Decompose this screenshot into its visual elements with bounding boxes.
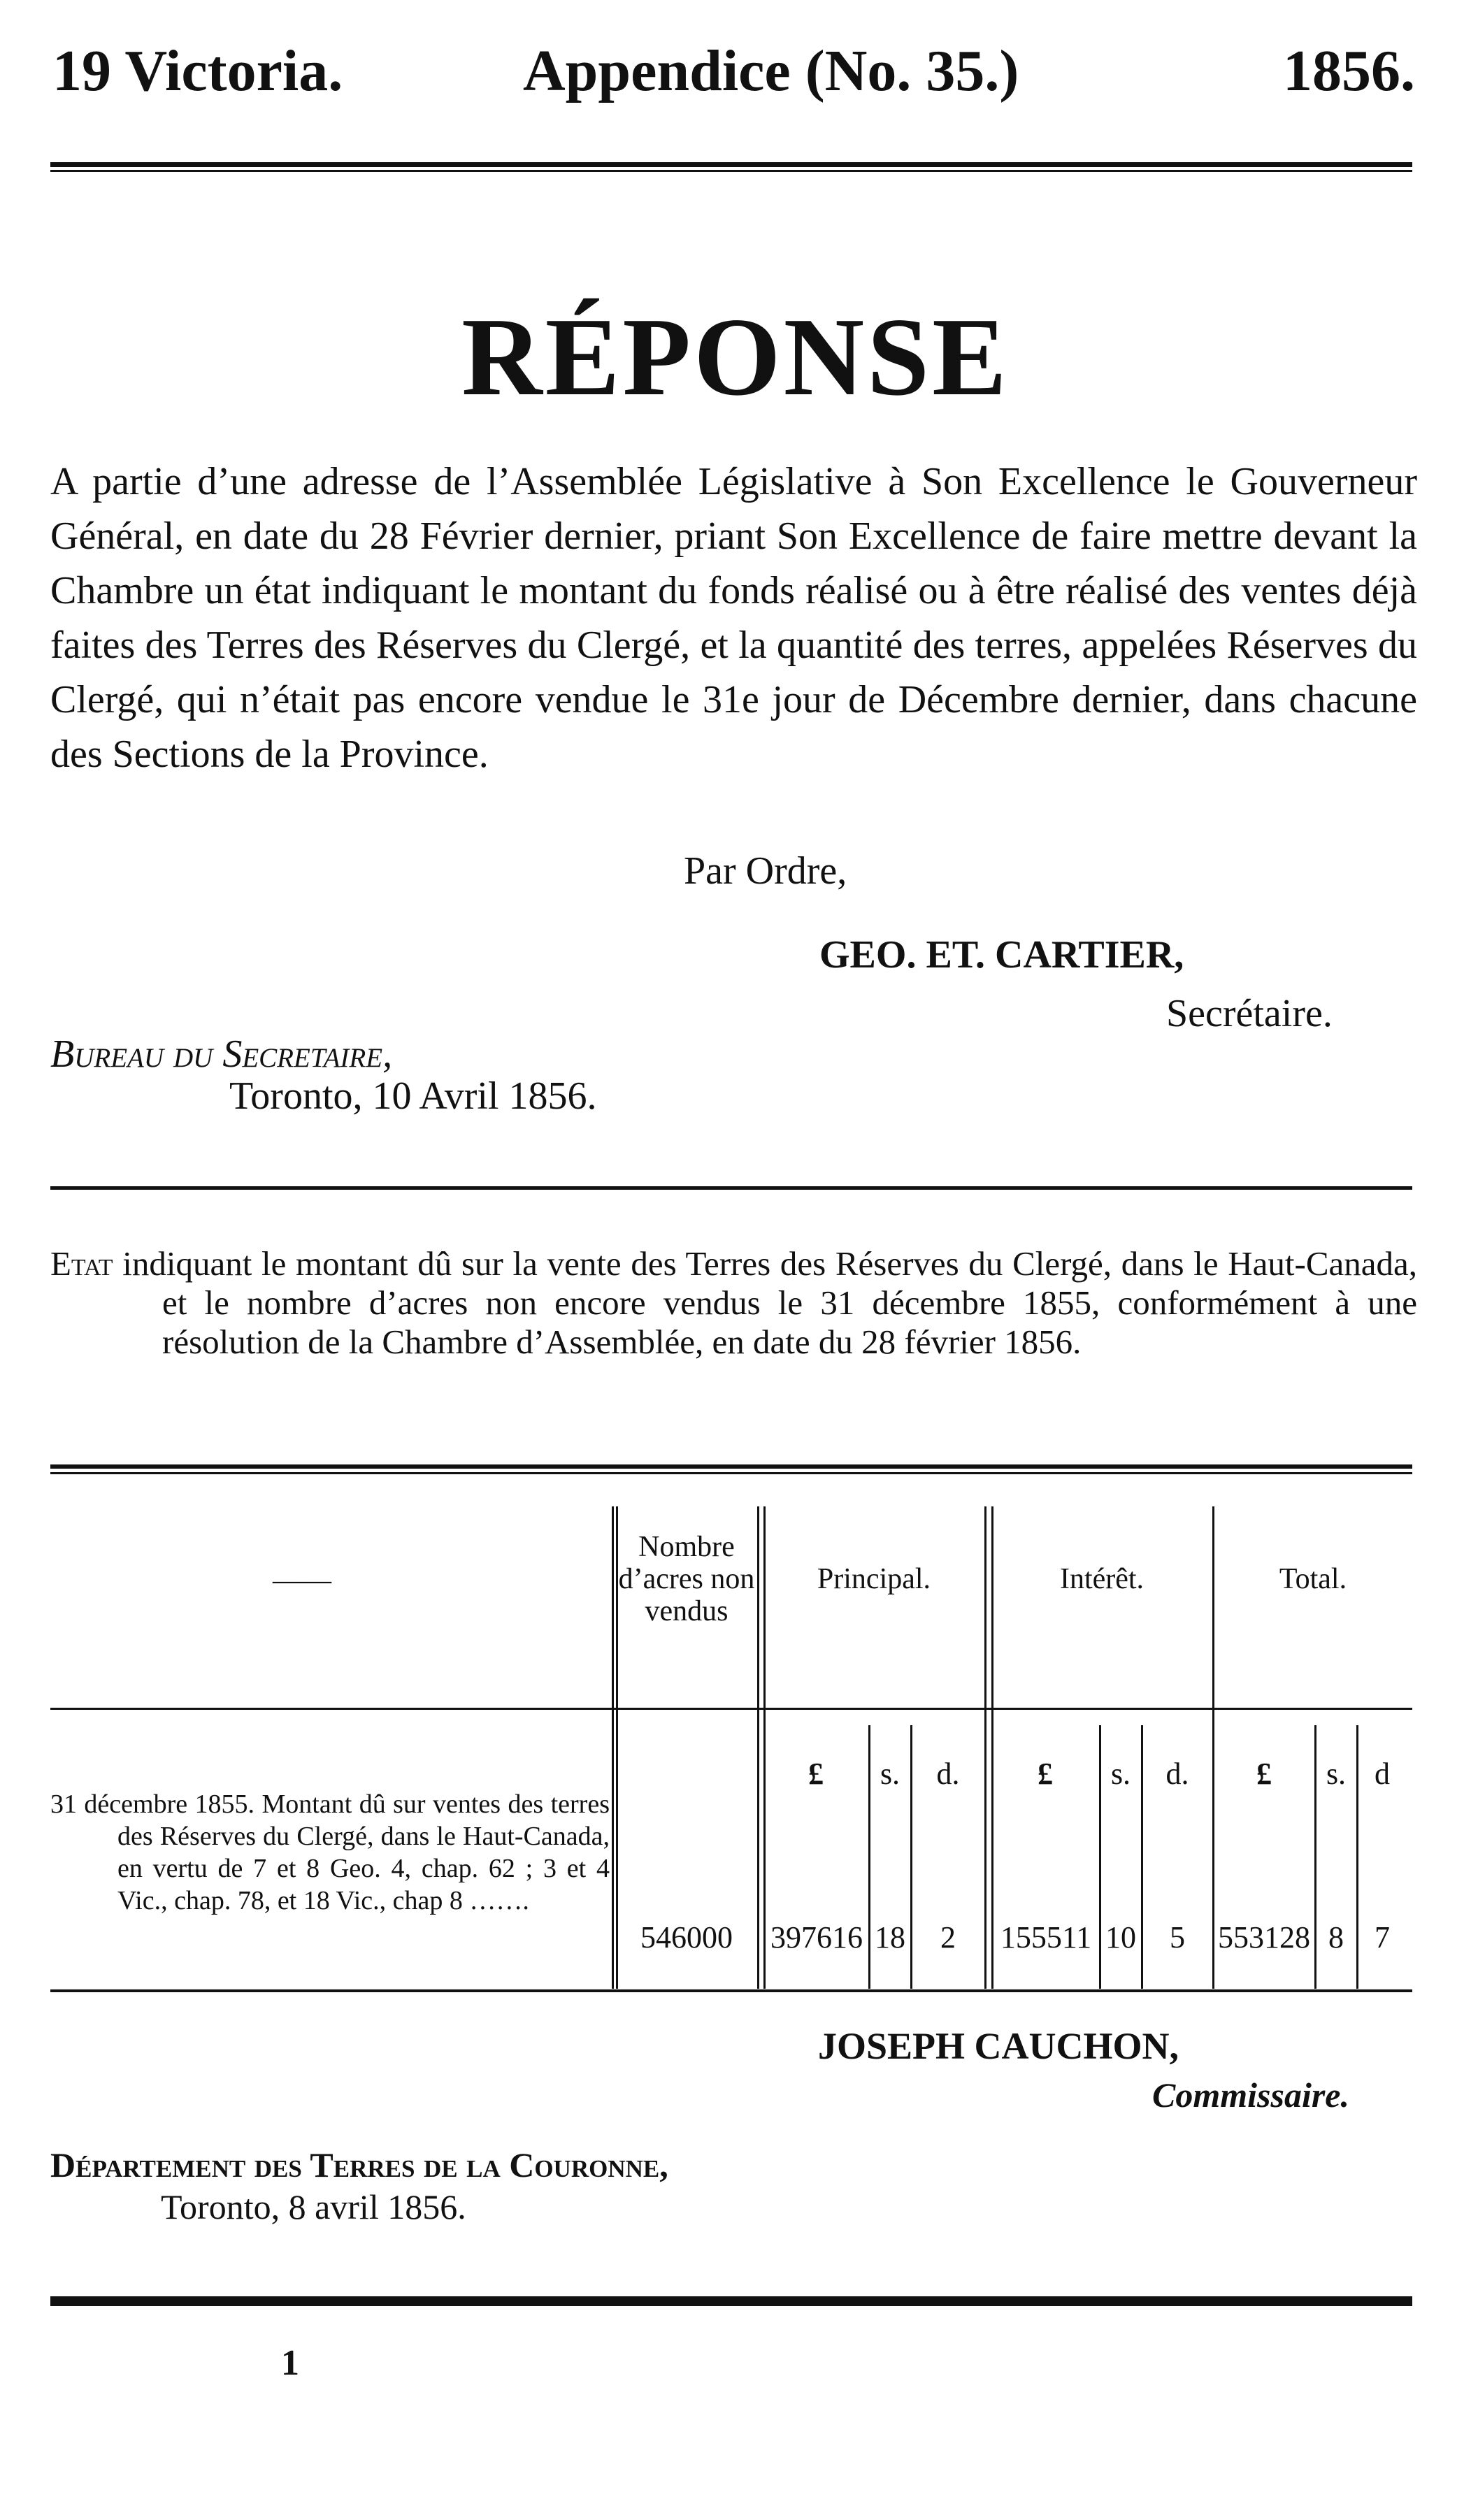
page-number: 1 <box>281 2343 299 2383</box>
section-divider <box>50 1186 1412 1190</box>
total-pounds: 553128 <box>1218 1920 1310 1954</box>
etat-lead: Etat <box>50 1244 113 1283</box>
header-center: Appendice (No. 35.) <box>523 38 1019 103</box>
unit-pound-total: £ <box>1256 1757 1272 1791</box>
header-left: 19 Victoria. <box>52 38 343 103</box>
total-shillings: 8 <box>1328 1920 1344 1954</box>
signatory-title-1: Secrétaire. <box>1166 992 1333 1035</box>
total-pence: 7 <box>1375 1920 1390 1954</box>
col-divider <box>984 1506 986 1989</box>
etat-text: indiquant le montant dû sur la vente des Terres des Réserves du Clergé, dans le Haut-Canada, et le nombre d’acres non encore vendus le 31 décembre 1855, conformément à une résolution de la Chambre d’Assemblée, en date du 28 février 1856. <box>122 1244 1417 1361</box>
unit-s-principal: s. <box>880 1757 900 1791</box>
header-separator <box>50 1708 1412 1710</box>
office-2: Département des Terres de la Couronne, <box>50 2145 668 2184</box>
signatory-name-2: JOSEPH CAUCHON, <box>818 2025 1179 2067</box>
col-header-acres: Nombre d’acres non vendus <box>618 1531 755 1627</box>
unit-d-total: d <box>1375 1757 1390 1791</box>
header-rule-bottom <box>50 170 1412 172</box>
unit-s-total: s. <box>1326 1757 1347 1791</box>
page-title: RÉPONSE <box>461 294 1010 419</box>
unit-pound-interet: £ <box>1038 1757 1053 1791</box>
interet-shillings: 10 <box>1105 1920 1136 1954</box>
interet-pounds: 155511 <box>1000 1920 1092 1954</box>
first-col-header: —— <box>273 1564 331 1597</box>
table-top-rule <box>50 1464 1412 1469</box>
col-header-principal: Principal. <box>817 1563 931 1595</box>
interet-pence: 5 <box>1170 1920 1185 1954</box>
row-description: 31 décembre 1855. Montant dû sur ventes des terres des Réserves du Clergé, dans le Haut-Canada, en vertu de 7 et 8 Geo. 4, chap. 62 ; 3 et 4 Vic., chap. 78, et 18 Vic., chap 8 ……. <box>50 1790 610 1915</box>
col-divider <box>757 1506 759 1989</box>
principal-pounds: 397616 <box>770 1920 863 1954</box>
footer-rule <box>50 2296 1412 2306</box>
signatory-title-2: Commissaire. <box>1152 2075 1349 2115</box>
acres-value: 546000 <box>640 1920 733 1954</box>
unit-d-interet: d. <box>1165 1757 1189 1791</box>
col-header-total: Total. <box>1279 1563 1347 1595</box>
place-date-2: Toronto, 8 avril 1856. <box>161 2187 466 2226</box>
unit-pound-principal: £ <box>808 1757 824 1791</box>
par-ordre: Par Ordre, <box>684 849 847 893</box>
header-right: 1856. <box>1283 38 1415 103</box>
unit-d-principal: d. <box>936 1757 960 1791</box>
etat-paragraph <box>50 1244 1417 1362</box>
unit-s-interet: s. <box>1110 1757 1131 1791</box>
office-1: Bureau du Secretaire, <box>50 1032 393 1076</box>
table-top-rule-2 <box>50 1472 1412 1474</box>
principal-pence: 2 <box>940 1920 956 1954</box>
header-rule-top <box>50 162 1412 167</box>
table-bottom-rule <box>50 1989 1412 1992</box>
col-divider <box>612 1506 614 1989</box>
place-date-1: Toronto, 10 Avril 1856. <box>229 1074 597 1118</box>
intro-paragraph: A partie d’une adresse de l’Assemblée Législative à Son Excellence le Gouverneur Général, en date du 28 Février dernier, priant Son Excellence de faire mettre devant la Chambre un état indiquant le montant du fonds réalisé ou à être réalisé des ventes déjà faites des Terres des Réserves du Clergé, et la quantité des terres, appelées Réserves du Clergé, qui n’était pas encore vendue le 31e jour de Décembre dernier, dans chacune des Sections de la Province. <box>50 460 1417 776</box>
signatory-name-1: GEO. ET. CARTIER, <box>819 933 1184 977</box>
col-header-interet: Intérêt. <box>1059 1563 1144 1595</box>
principal-shillings: 18 <box>875 1920 905 1954</box>
